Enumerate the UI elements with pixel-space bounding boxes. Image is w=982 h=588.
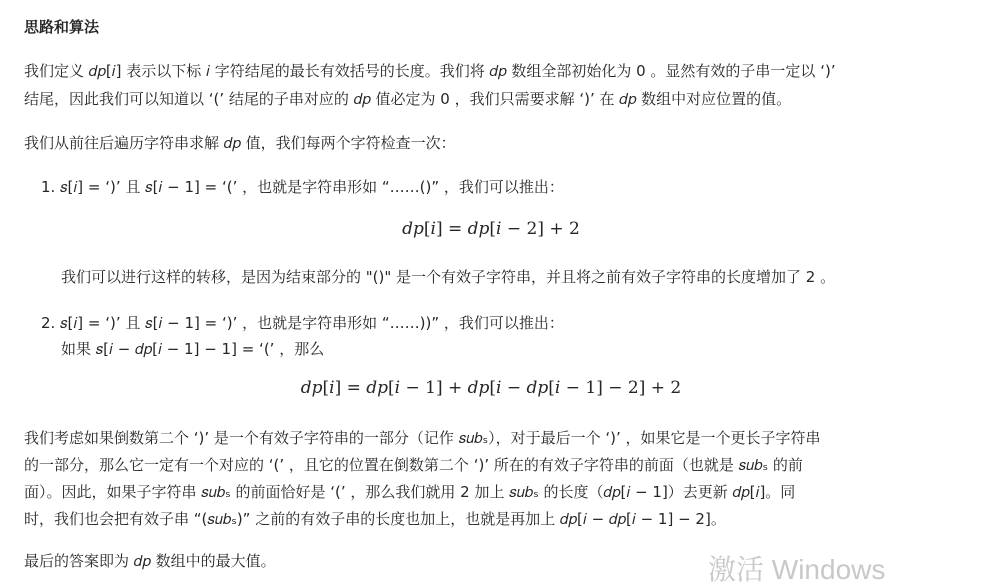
section-title: 思路和算法 <box>24 18 100 36</box>
paragraph-explanation-line-2: 的一部分，那么它一定有一个对应的 ‘(’ ，且它的位置在倒数第二个 ‘)’ 所在的有效子字符串的前面（也就是 𝑠𝑢𝑏ₛ 的前 <box>24 456 803 474</box>
activate-windows-watermark: 激活 Windows <box>708 554 886 585</box>
equation-case-2: 𝑑𝑝[𝑖] = 𝑑𝑝[𝑖 − 1] + 𝑑𝑝[𝑖 − 𝑑𝑝[𝑖 − 1] − 2] + 2 <box>300 378 682 398</box>
paragraph-explanation-line-4: 时，我们也会把有效子串 “(𝑠𝑢𝑏ₛ)” 之前的有效子串的长度也加上，也就是再加上 𝑑𝑝[𝑖 − 𝑑𝑝[𝑖 − 1] − 2]。 <box>24 510 726 528</box>
paragraph-explanation-line-1: 我们考虑如果倒数第二个 ‘)’ 是一个有效子字符串的一部分（记作 𝑠𝑢𝑏ₛ），对于最后一个 ‘)’ ，如果它是一个更长子字符串 <box>24 429 821 447</box>
list-item-case-2: 2. 𝑠[𝑖] = ‘)’ 且 𝑠[𝑖 − 1] = ‘)’ ，也就是字符串形如 “……))” ，我们可以推出： <box>41 314 564 332</box>
paragraph-explanation-line-3: 面）。因此，如果子字符串 𝑠𝑢𝑏ₛ 的前面恰好是 ‘(’ ，那么我们就用 2 加上 𝑠𝑢𝑏ₛ 的长度（𝑑𝑝[𝑖 − 1]）去更新 𝑑𝑝[𝑖]。同 <box>24 483 796 501</box>
paragraph-definition-line-2: 结尾，因此我们可以知道以 ‘(’ 结尾的子串对应的 𝑑𝑝 值必定为 0 ，我们只需要求解 ‘)’ 在 𝑑𝑝 数组中对应位置的值。 <box>24 90 792 108</box>
paragraph-conclusion: 最后的答案即为 𝑑𝑝 数组中的最大值。 <box>24 552 276 570</box>
paragraph-traversal: 我们从前往后遍历字符串求解 𝑑𝑝 值，我们每两个字符检查一次： <box>24 134 456 152</box>
list-item-case-1: 1. 𝑠[𝑖] = ‘)’ 且 𝑠[𝑖 − 1] = ‘(’ ，也就是字符串形如 “……()” ，我们可以推出： <box>41 178 564 196</box>
equation-case-1: 𝑑𝑝[𝑖] = 𝑑𝑝[𝑖 − 2] + 2 <box>402 219 580 239</box>
paragraph-definition-line-1: 我们定义 𝑑𝑝[𝑖] 表示以下标 𝑖 字符结尾的最长有效括号的长度。我们将 𝑑𝑝 数组全部初始化为 0 。显然有效的子串一定以 ‘)’ <box>24 62 836 80</box>
list-item-case-2-condition: 如果 𝑠[𝑖 − 𝑑𝑝[𝑖 − 1] − 1] = ‘(’ ，那么 <box>61 340 325 358</box>
list-item-case-1-note: 我们可以进行这样的转移，是因为结束部分的 "()" 是一个有效子字符串，并且将之前有效子字符串的长度增加了 2 。 <box>61 268 836 286</box>
